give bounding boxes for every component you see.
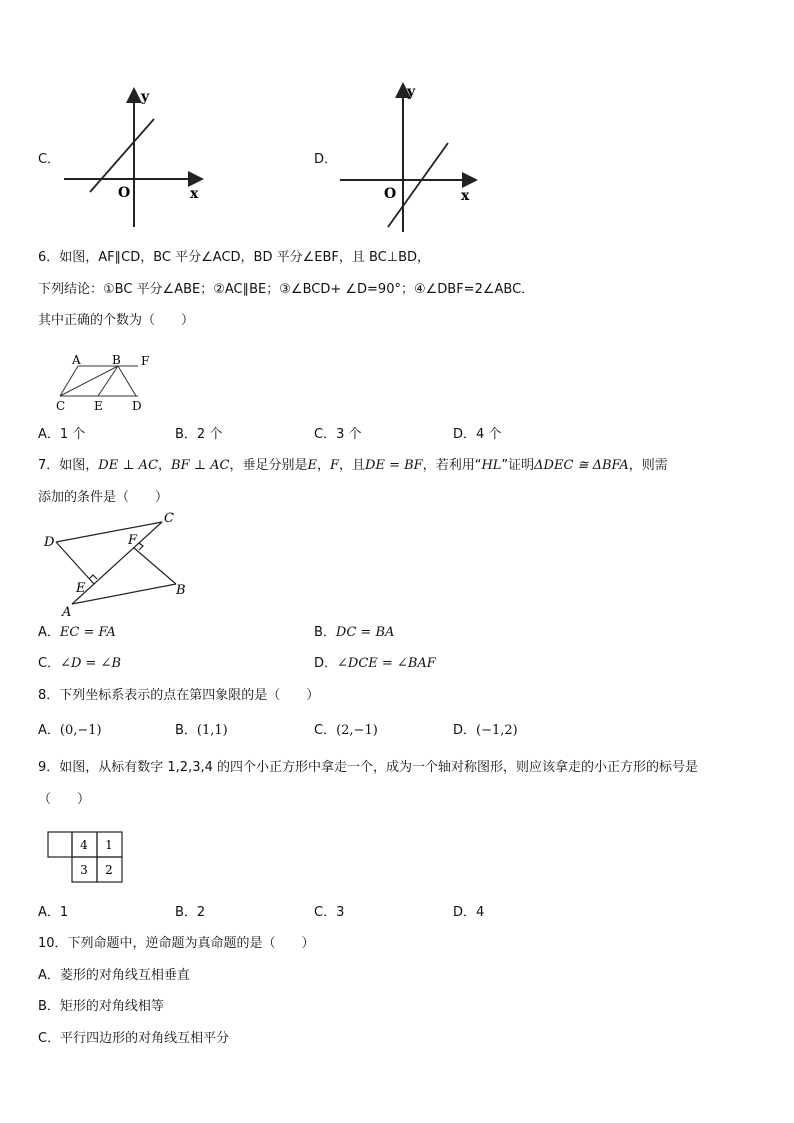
- q10-option-c[interactable]: C．平行四边形的对角线互相平分: [38, 1031, 230, 1046]
- point-a-label: A: [72, 353, 81, 367]
- y-axis-label: y: [141, 89, 150, 105]
- q7-stem-line2: 添加的条件是（ ）: [38, 490, 169, 505]
- q9-stem-line2: （ ）: [38, 792, 91, 807]
- q7-figure: [40, 508, 190, 620]
- graph-line: [388, 143, 448, 227]
- q6-stem-line3: 其中正确的个数为（ ）: [38, 313, 195, 328]
- q7-option-d[interactable]: D．∠DCE = ∠BAF: [314, 656, 436, 671]
- q6-option-d[interactable]: D．4 个: [453, 427, 502, 442]
- q9-grid-figure: [46, 828, 128, 886]
- q7-option-b[interactable]: B．DC = BA: [314, 625, 395, 640]
- point-f-label: F: [141, 354, 150, 368]
- q8-option-a[interactable]: A．(0,−1): [38, 723, 102, 738]
- cell-1-label: 1: [105, 838, 113, 852]
- q7-option-a[interactable]: A．EC = FA: [38, 625, 116, 640]
- y-axis-label: y: [407, 84, 416, 100]
- x-axis-label: x: [190, 186, 199, 202]
- q7-option-c[interactable]: C．∠D = ∠B: [38, 656, 121, 671]
- point-e-label: E: [76, 581, 86, 596]
- q6-option-c[interactable]: C．3 个: [314, 427, 362, 442]
- q10-option-b[interactable]: B．矩形的对角线相等: [38, 999, 164, 1014]
- x-axis-label: x: [461, 188, 470, 204]
- q5-graph-c: [60, 85, 210, 230]
- q9-option-d[interactable]: D．4: [453, 905, 485, 920]
- origin-label: O: [384, 186, 397, 202]
- q5-option-c-label: C．: [38, 152, 61, 167]
- q8-option-d[interactable]: D．(−1,2): [453, 723, 518, 738]
- q6-option-b[interactable]: B．2 个: [175, 427, 223, 442]
- cell-4-label: 4: [80, 838, 88, 852]
- point-d-label: D: [44, 535, 55, 550]
- cell-2-label: 2: [105, 863, 113, 877]
- q8-option-b[interactable]: B．(1,1): [175, 723, 228, 738]
- graph-line: [90, 119, 154, 192]
- point-b-label: B: [176, 583, 186, 598]
- point-d-label: D: [132, 399, 142, 413]
- q9-stem-line1: 9．如图，从标有数字 1,2,3,4 的四个小正方形中拿走一个，成为一个轴对称图形，则应该拿走的小正方形的标号是: [38, 760, 699, 775]
- q10-option-a[interactable]: A．菱形的对角线互相垂直: [38, 968, 190, 983]
- q7-stem-line1: 7．如图，DE ⊥ AC，BF ⊥ AC，垂足分别是E，F，且DE = BF，若利用“HL”证明ΔDEC ≅ ΔBFA，则需: [38, 458, 668, 473]
- point-c-label: C: [164, 511, 174, 526]
- q6-figure: [50, 350, 170, 415]
- origin-label: O: [118, 185, 131, 201]
- point-a-label: A: [62, 605, 72, 620]
- point-b-label: B: [112, 353, 121, 367]
- q5-graph-d: [336, 80, 486, 235]
- q9-option-c[interactable]: C．3: [314, 905, 345, 920]
- cell-3-label: 3: [80, 863, 88, 877]
- q9-option-b[interactable]: B．2: [175, 905, 206, 920]
- q8-stem: 8．下列坐标系表示的点在第四象限的是（ ）: [38, 688, 320, 703]
- point-f-label: F: [128, 533, 138, 548]
- q5-option-d-label: D．: [314, 152, 338, 167]
- point-c-label: C: [56, 399, 66, 413]
- q10-stem: 10．下列命题中，逆命题为真命题的是（ ）: [38, 936, 315, 951]
- q6-option-a[interactable]: A．1 个: [38, 427, 86, 442]
- q6-stem-line2: 下列结论：①BC 平分∠ABE；②AC∥BE；③∠BCD+ ∠D=90°；④∠DBF=2∠ABC．: [38, 282, 535, 297]
- point-e-label: E: [94, 399, 103, 413]
- q9-option-a[interactable]: A．1: [38, 905, 69, 920]
- q8-option-c[interactable]: C．(2,−1): [314, 723, 378, 738]
- q6-stem-line1: 6．如图，AF∥CD，BC 平分∠ACD，BD 平分∠EBF，且 BC⊥BD，: [38, 250, 431, 265]
